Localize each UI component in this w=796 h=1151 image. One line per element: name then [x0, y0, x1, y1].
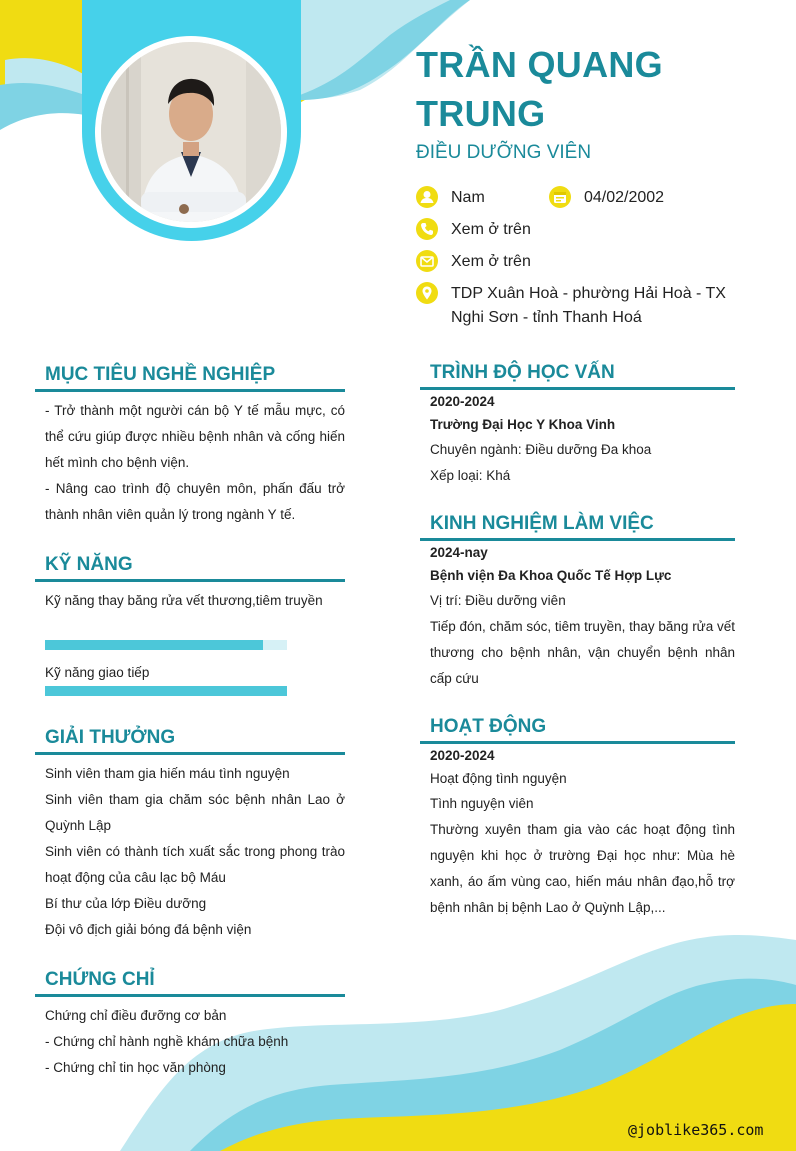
- award-item: Bí thư của lớp Điều dưỡng: [45, 896, 207, 911]
- candidate-name: TRẦN QUANG TRUNG: [416, 44, 663, 134]
- education-school: Trường Đại Học Y Khoa Vinh: [430, 417, 616, 432]
- objective-paragraph: - Nâng cao trình độ chuyên môn, phấn đấu trở thành nhân viên quản lý trong ngành Y tế.: [45, 481, 345, 522]
- activities-role: Tình nguyện viên: [430, 796, 534, 811]
- award-item: Đội vô địch giải bóng đá bệnh viện: [45, 922, 252, 937]
- skill-bar-track: [45, 686, 287, 696]
- gender-value: Nam: [451, 189, 485, 206]
- email-icon: [416, 250, 438, 272]
- experience-period: 2024-nay: [430, 545, 488, 560]
- certificates-list: [45, 1003, 345, 1081]
- person-silhouette-icon: [101, 42, 281, 222]
- objective-text: [45, 398, 345, 528]
- education-grade: Xếp loại: Khá: [430, 468, 511, 483]
- awards-list: [45, 761, 345, 943]
- certificates-title: CHỨNG CHỈ: [45, 969, 155, 990]
- experience-company: Bệnh viện Đa Khoa Quốc Tế Hợp Lực: [430, 568, 672, 583]
- experience-position: Vị trí: Điều dưỡng viên: [430, 593, 566, 608]
- phone-icon: [416, 218, 438, 240]
- skill-label: Kỹ năng thay băng rửa vết thương,tiêm truyền: [45, 593, 323, 608]
- profile-photo: [101, 42, 281, 222]
- dob-value: 04/02/2002: [584, 189, 665, 206]
- experience-title: KINH NGHIỆM LÀM VIỆC: [430, 513, 654, 534]
- experience-description: Tiếp đón, chăm sóc, tiêm truyền, thay băng rửa vết thương cho bệnh nhân, vận chuyển bệnh nhân cấp cứu: [430, 619, 735, 686]
- award-item: Sinh viên tham gia hiến máu tình nguyện: [45, 766, 290, 781]
- activities-description: Thường xuyên tham gia vào các hoạt động tình nguyện khi học ở trường Đại học như: Mùa hè xanh, áo ấm vùng cao, hiến máu nhân đạo,hỗ trợ bệnh nhân bị bệnh Lao ở Quỳnh Lập,...: [430, 822, 735, 915]
- activities-title: HOẠT ĐỘNG: [430, 716, 547, 737]
- awards-title: GIẢI THƯỞNG: [45, 727, 176, 748]
- education-period: 2020-2024: [430, 394, 495, 409]
- certificate-item: - Chứng chỉ tin học văn phòng: [45, 1060, 226, 1075]
- activities-period: 2020-2024: [430, 748, 495, 763]
- skill-bar-fill: [45, 686, 287, 696]
- skill-label: Kỹ năng giao tiếp: [45, 665, 150, 680]
- education-major: Chuyên ngành: Điều dưỡng Đa khoa: [430, 442, 652, 457]
- watermark: @joblike365.com: [628, 1121, 764, 1139]
- certificate-item: Chứng chỉ điều đưỡng cơ bản: [45, 1008, 227, 1023]
- phone-value: Xem ở trên: [451, 221, 531, 238]
- award-item: Sinh viên tham gia chăm sóc bệnh nhân Lao ở Quỳnh Lập: [45, 792, 345, 833]
- user-icon: [416, 186, 438, 208]
- job-title: ĐIỀU DƯỠNG VIÊN: [416, 142, 592, 163]
- activities-name: Hoạt động tình nguyện: [430, 771, 567, 786]
- award-item: Sinh viên có thành tích xuất sắc trong phong trào hoạt động của câu lạc bộ Máu: [45, 844, 345, 885]
- calendar-icon: [549, 186, 571, 208]
- email-value: Xem ở trên: [451, 253, 531, 270]
- address-value: TDP Xuân Hoà - phường Hải Hoà - TX Nghi Sơn - tỉnh Thanh Hoá: [451, 285, 726, 326]
- skill-bar-fill: [45, 640, 263, 650]
- skills-divider: [35, 579, 345, 582]
- objective-divider: [35, 389, 345, 392]
- objective-title: MỤC TIÊU NGHỀ NGHIỆP: [45, 364, 276, 385]
- awards-divider: [35, 752, 345, 755]
- certificates-divider: [35, 994, 345, 997]
- certificate-item: - Chứng chỉ hành nghề khám chữa bệnh: [45, 1034, 289, 1049]
- skill-bar-track: [45, 640, 287, 650]
- skills-title: KỸ NĂNG: [45, 554, 133, 575]
- education-title: TRÌNH ĐỘ HỌC VẤN: [430, 362, 615, 383]
- location-pin-icon: [416, 282, 438, 304]
- objective-paragraph: - Trở thành một người cán bộ Y tế mẫu mực, có thể cứu giúp được nhiều bệnh nhân và cống hiến hết mình cho bệnh viện.: [45, 403, 345, 470]
